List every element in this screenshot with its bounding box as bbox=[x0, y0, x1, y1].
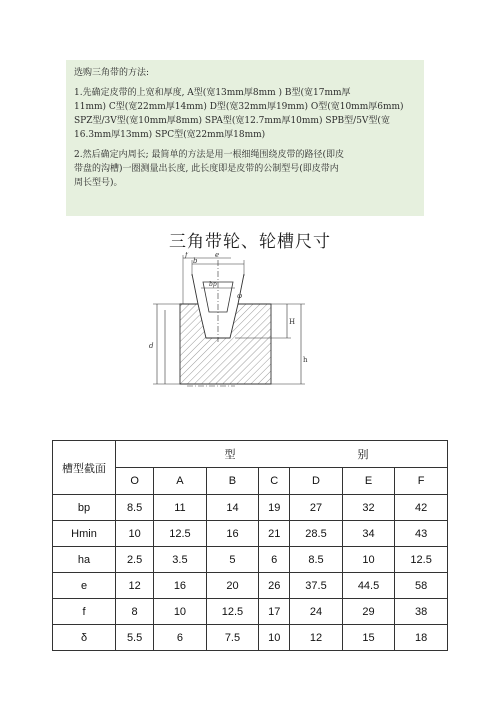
table-cell: 34 bbox=[342, 521, 395, 547]
table-cell: 5.5 bbox=[116, 625, 154, 651]
table-row bbox=[53, 599, 448, 625]
table-cell: 8.5 bbox=[290, 547, 343, 573]
table-cell: 7.5 bbox=[206, 625, 259, 651]
table-row bbox=[53, 573, 448, 599]
pulley-section-hatch bbox=[180, 304, 271, 384]
column-header: C bbox=[259, 468, 290, 495]
table-cell: 20 bbox=[206, 573, 259, 599]
table-cell: 8.5 bbox=[116, 495, 154, 521]
table-cell: 10 bbox=[259, 625, 290, 651]
table-cell: 11 bbox=[154, 495, 207, 521]
table-row bbox=[53, 625, 448, 651]
table-cell: 6 bbox=[154, 625, 207, 651]
table-cell: 17 bbox=[259, 599, 290, 625]
table-row bbox=[53, 521, 448, 547]
table-cell: 28.5 bbox=[290, 521, 343, 547]
table-cell: 58 bbox=[395, 573, 448, 599]
table-cell: 10 bbox=[116, 521, 154, 547]
column-header: O bbox=[116, 468, 154, 495]
table-row bbox=[53, 495, 448, 521]
column-header: D bbox=[290, 468, 343, 495]
column-header: F bbox=[395, 468, 448, 495]
table-cell: 14 bbox=[206, 495, 259, 521]
dim-label-f: f bbox=[185, 252, 188, 259]
table-cell: 10 bbox=[154, 599, 207, 625]
table-cell: 16 bbox=[206, 521, 259, 547]
note-heading: 选购三角带的方法: bbox=[74, 68, 150, 78]
group-header bbox=[116, 441, 448, 468]
table-cell: 12 bbox=[116, 573, 154, 599]
dim-label-H: H bbox=[289, 318, 296, 326]
row-label: Hmin bbox=[53, 521, 116, 547]
selection-method-note bbox=[66, 60, 424, 216]
table-cell: 12 bbox=[290, 625, 343, 651]
column-header: A bbox=[154, 468, 207, 495]
note-step2-line: 带盘的沟槽)一圈测量出长度, 此长度即是皮带的公制型号(即皮带内 bbox=[74, 164, 339, 174]
table-cell: 24 bbox=[290, 599, 343, 625]
row-label: f bbox=[53, 599, 116, 625]
page-title: 三角带轮、轮槽尺寸 bbox=[169, 232, 331, 252]
note-step2-line: 2.然后确定内周长; 最简单的方法是用一根细绳围绕皮带的路径(即皮 bbox=[74, 150, 344, 160]
pulley-groove-drawing bbox=[135, 252, 320, 402]
table-cell: 43 bbox=[395, 521, 448, 547]
table-cell: 12.5 bbox=[395, 547, 448, 573]
row-label: bp bbox=[53, 495, 116, 521]
table-cell: 37.5 bbox=[290, 573, 343, 599]
table-cell: 44.5 bbox=[342, 573, 395, 599]
table-cell: 8 bbox=[116, 599, 154, 625]
groove-wall-left bbox=[192, 274, 198, 304]
row-label: δ bbox=[53, 625, 116, 651]
groove-dimension-table bbox=[52, 440, 448, 651]
table-cell: 15 bbox=[342, 625, 395, 651]
table-cell: 26 bbox=[259, 573, 290, 599]
table-cell: 12.5 bbox=[206, 599, 259, 625]
group-label-1: 型 bbox=[224, 449, 236, 461]
note-step1-line: SPZ型/3V型(宽10mm厚8mm) SPA型(宽12.7mm厚10mm) SPB型/5V型(宽 bbox=[74, 116, 390, 126]
table-cell: 5 bbox=[206, 547, 259, 573]
note-step1-line: 11mm) C型(宽22mm厚14mm) D型(宽32mm厚19mm) O型(宽10mm厚6mm) bbox=[74, 102, 404, 112]
table-cell: 27 bbox=[290, 495, 343, 521]
table-cell: 18 bbox=[395, 625, 448, 651]
table-cell: 3.5 bbox=[154, 547, 207, 573]
group-label-2: 别 bbox=[357, 449, 369, 461]
table-cell: 32 bbox=[342, 495, 395, 521]
table-cell: 2.5 bbox=[116, 547, 154, 573]
table-cell: 12.5 bbox=[154, 521, 207, 547]
dim-label-h: h bbox=[303, 356, 308, 364]
table-cell: 42 bbox=[395, 495, 448, 521]
column-header: E bbox=[342, 468, 395, 495]
dim-label-bp: bp bbox=[209, 281, 217, 288]
dim-label-d: d bbox=[149, 342, 154, 350]
column-header: B bbox=[206, 468, 259, 495]
table-cell: 21 bbox=[259, 521, 290, 547]
row-header-label: 槽型截面 bbox=[53, 441, 116, 495]
table-cell: 38 bbox=[395, 599, 448, 625]
row-label: ha bbox=[53, 547, 116, 573]
row-label: e bbox=[53, 573, 116, 599]
table-cell: 6 bbox=[259, 547, 290, 573]
dim-label-e: e bbox=[215, 252, 220, 259]
table-cell: 29 bbox=[342, 599, 395, 625]
table-row bbox=[53, 547, 448, 573]
table-cell: 10 bbox=[342, 547, 395, 573]
dim-label-phi: φ bbox=[237, 292, 242, 300]
note-step1-line: 16.3mm厚13mm) SPC型(宽22mm厚18mm) bbox=[74, 130, 266, 140]
note-step2-line: 周长型号)。 bbox=[74, 178, 123, 188]
dim-label-b: b bbox=[193, 257, 198, 265]
note-step1-line: 1.先确定皮带的上宽和厚度, A型(宽13mm厚8mm ) B型(宽17mm厚 bbox=[74, 88, 351, 98]
table-cell: 19 bbox=[259, 495, 290, 521]
table-cell: 16 bbox=[154, 573, 207, 599]
